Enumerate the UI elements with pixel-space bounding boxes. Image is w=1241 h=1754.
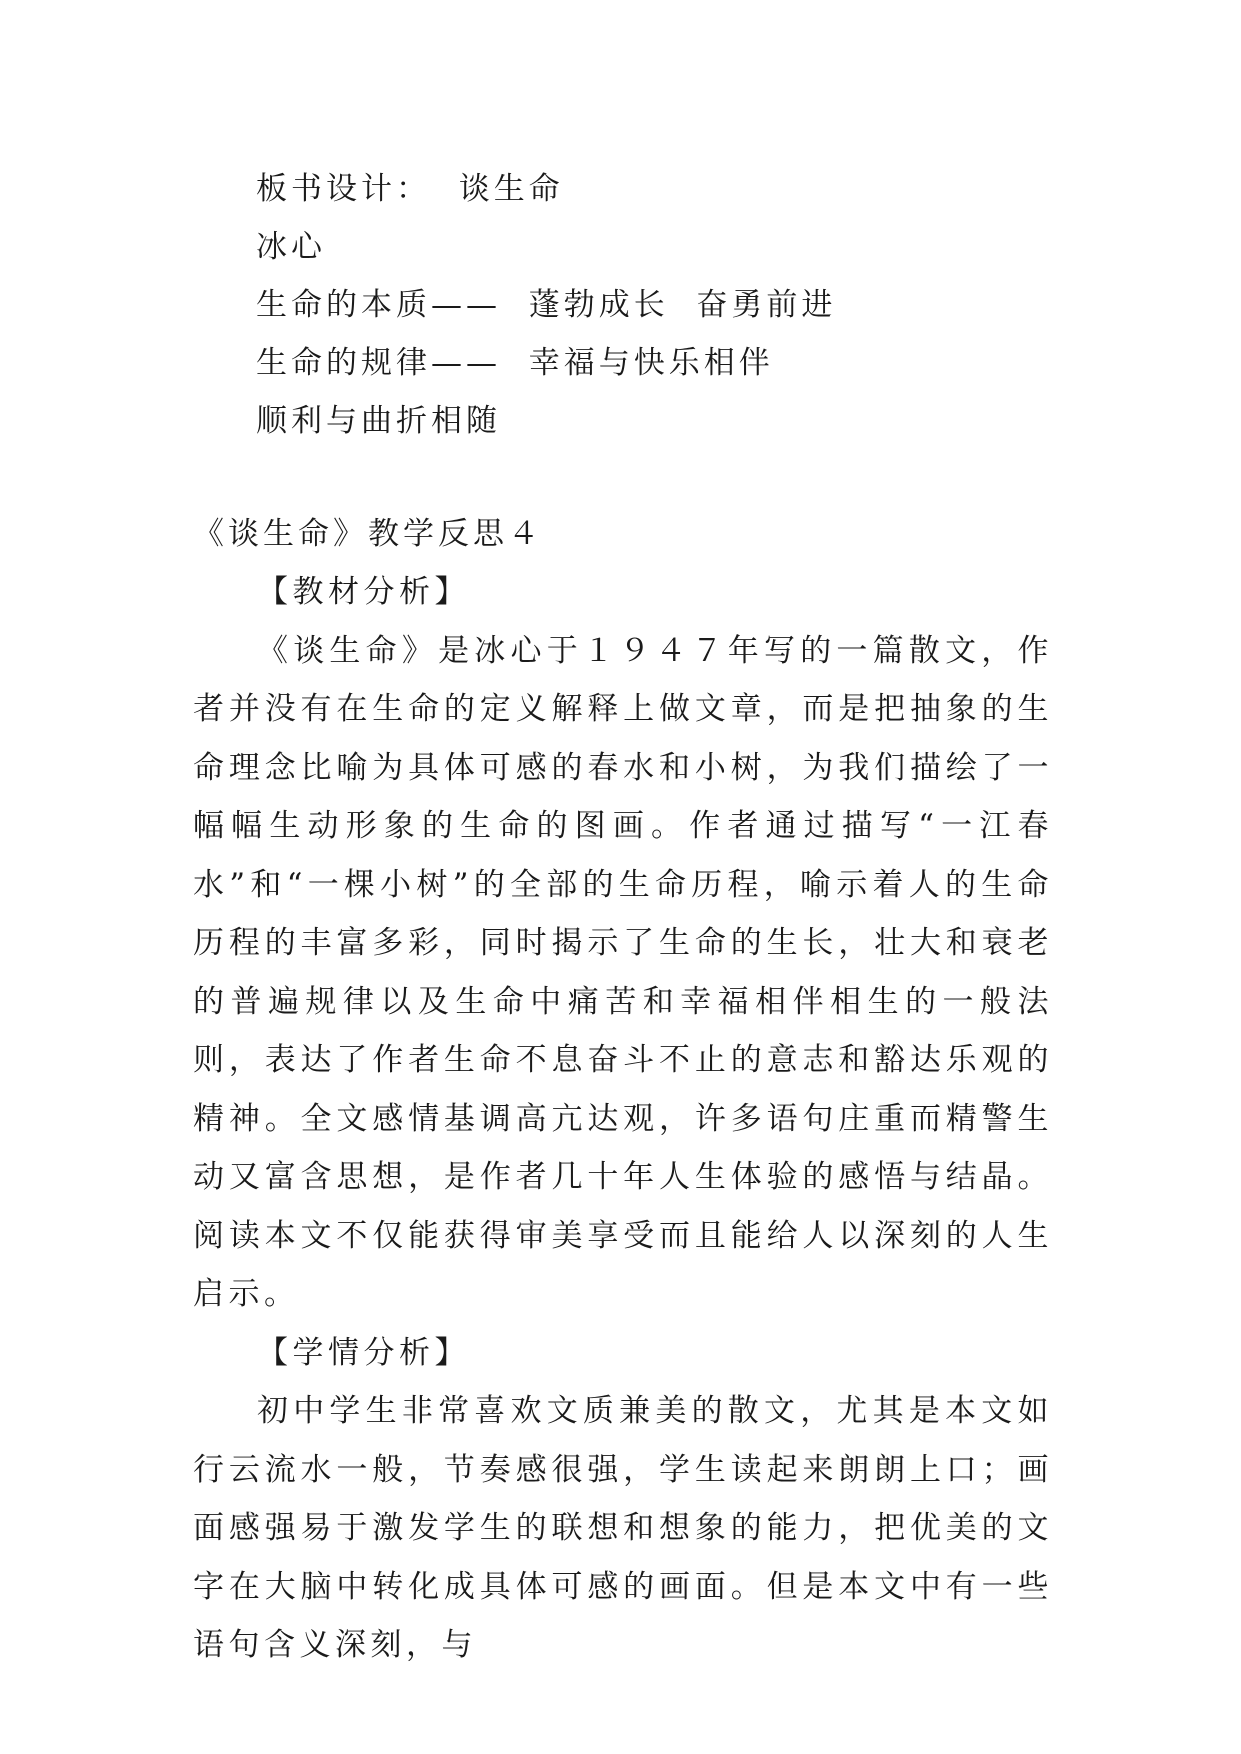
board-design-law: 生命的规律—— 幸福与快乐相伴 — [256, 345, 774, 381]
student-analysis-paragraph: 初中学生非常喜欢文质兼美的散文，尤其是本文如行云流水一般，节奏感很强，学生读起来朗朗上口；画面感强易于激发学生的联想和想象的能力，把优美的文字在大脑中转化成具体可感的画面。但是本文中有一些语句含义深刻，与 — [193, 1393, 1053, 1663]
section-title: 《谈生命》教学反思４ — [193, 516, 543, 552]
body-text — [193, 563, 1053, 1675]
board-design-author: 冰心 — [256, 229, 326, 265]
board-design-law-continued: 顺利与曲折相随 — [256, 403, 501, 439]
board-design-title: 板书设计： 谈生命 — [256, 171, 564, 207]
board-design — [256, 160, 836, 450]
student-analysis-heading: 【学情分析】 — [257, 1334, 470, 1371]
textbook-analysis-heading: 【教材分析】 — [257, 574, 470, 610]
board-design-essence: 生命的本质—— 蓬勃成长 奋勇前进 — [256, 287, 837, 323]
textbook-analysis-paragraph: 《谈生命》是冰心于１９４７年写的一篇散文，作者并没有在生命的定义解释上做文章，而是把抽象的生命理念比喻为具体可感的春水和小树，为我们描绘了一幅幅生动形象的生命的图画。作者通过描写“一江春水”和“一棵小树”的全部的生命历程，喻示着人的生命历程的丰富多彩，同时揭示了生命的生长，壮大和衰老的普遍规律以及生命中痛苦和幸福相伴相生的一般法则，表达了作者生命不息奋斗不止的意志和豁达乐观的精神。全文感情基调高亢达观，许多语句庄重而精警生动又富含思想，是作者几十年人生体验的感悟与结晶。阅读本文不仅能获得审美享受而且能给人以深刻的人生启示。 — [193, 632, 1053, 1312]
